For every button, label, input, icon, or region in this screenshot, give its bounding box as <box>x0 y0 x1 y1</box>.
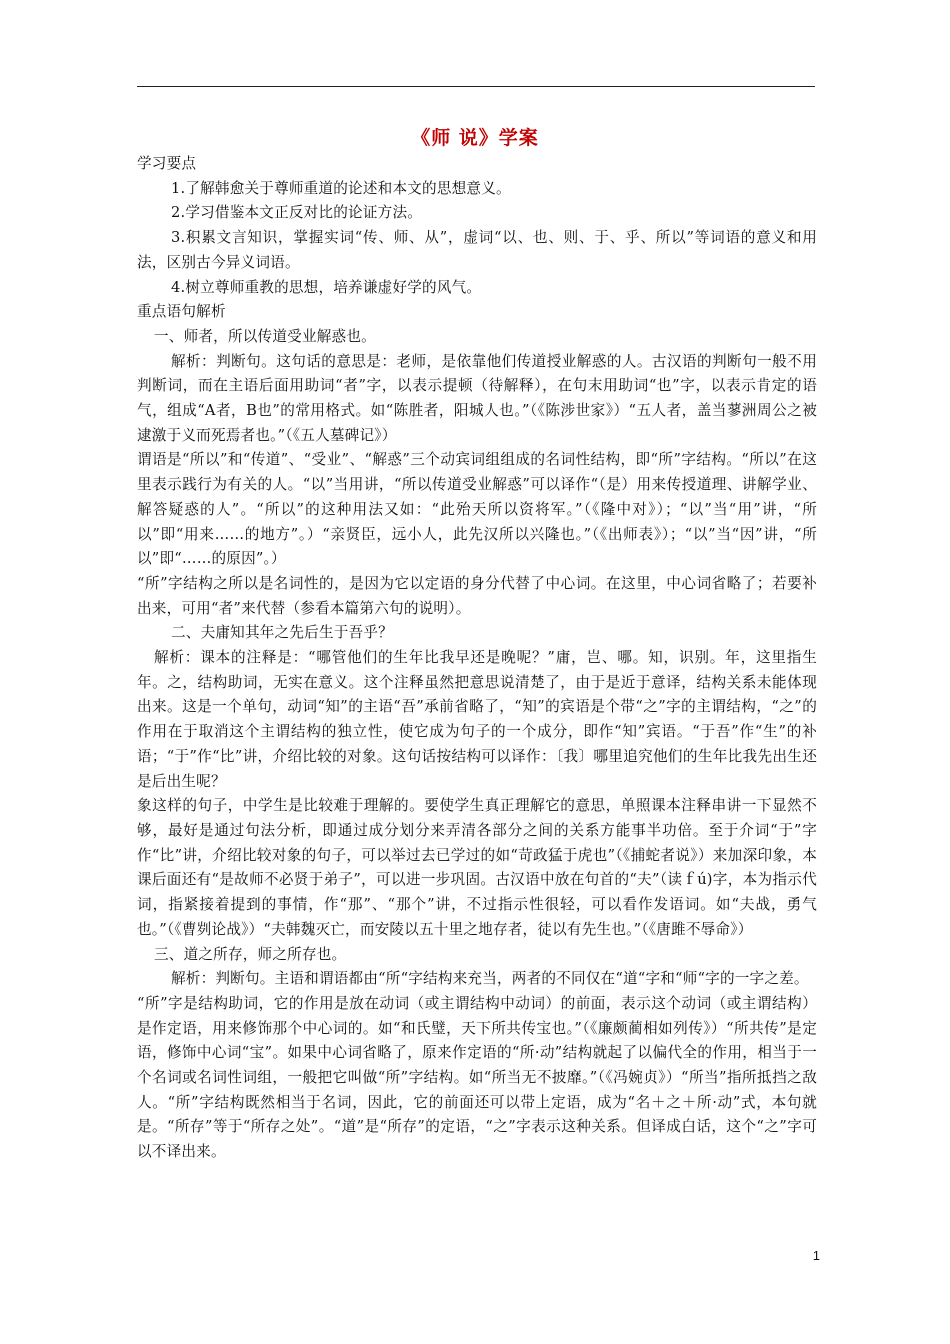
paragraph: 谓语是“所以”和“传道”、“受业”、“解惑”三个动宾词组组成的名词性结构，即“所”字结构。“所以”在这里表示践行为有关的人。“以”当用讲，“所以传道受业解惑”可以译作“（是）用来传授道理、讲解学业、解答疑惑的人”。“所以”的这种用法又如：“此殆天所以资将军。”（《隆中对》）；“以”当“用”讲，“所以”即“用来……的地方”。）“亲贤臣，远小人，此先汉所以兴隆也。”（《出师表》）；“以”当“因”讲，“所以”即“……的原因”。） <box>137 451 817 568</box>
point-item: 2.学习借鉴本文正反对比的论证方法。 <box>171 204 423 222</box>
section-title: 二、夫庸知其年之先后生于吾乎？ <box>171 624 393 642</box>
paragraph: 解析：判断句。主语和谓语都由“所“字结构来充当，两者的不同仅在“道“字和“师“字的一字之差。 <box>171 970 809 988</box>
paragraph: 象这样的句子，中学生是比较难于理解的。要使学生真正理解它的意思，单照课本注释串讲一下显然不够，最好是通过句法分析，即通过成分划分来弄清各部分之间的关系方能事半功倍。至于介词“于”字作“比”讲，介绍比较对象的句子，可以举过去已学过的如“苛政猛于虎也”（《捕蛇者说》）来加深印象，本课后面还有“是故师不必贤于弟子”，可以进一步巩固。古汉语中放在句首的“夫”（读ｆú)字，本为指示代词，指紧接着提到的事情，作“那”、“那个”讲，不过指示性很轻，可以看作发语词。如“夫战，勇气也。”（《曹刿论战》）“夫韩魏灭亡，而安陵以五十里之地存者，徒以有先生也。”（《唐雎不辱命》） <box>137 797 817 938</box>
section-title: 一、师者，所以传道受业解惑也。 <box>154 327 376 345</box>
document-body <box>137 152 817 1165</box>
document-title: 《师 说》学案 <box>411 127 539 149</box>
paragraph: 解析：判断句。这句话的意思是：老师，是依靠他们传道授业解惑的人。古汉语的判断句一般不用判断词，而在主语后面用助词“者”字，以表示提顿（待解释），在句末用助词“也”字，以表示肯定的语气，组成“A者，B也”的常用格式。如“陈胜者，阳城人也。”（《陈涉世家》）“五人者，盖当蓼洲周公之被逮激于义而死焉者也。”（《五人墓碑记》） <box>137 352 817 444</box>
section-title: 三、道之所存，师之所存也。 <box>154 945 347 963</box>
point-item: 1.了解韩愈关于尊师重道的论述和本文的思想意义。 <box>171 179 511 197</box>
page-number: 1 <box>812 1248 820 1263</box>
paragraph: “所”字是结构助词，它的作用是放在动词（或主谓结构中动词）的前面，表示这个动词（或主谓结构）是作定语，用来修饰那个中心词的。如“和氏璧，天下所共传宝也。”（《廉颇蔺相如列传》）“所共传”是定语，修饰中心词“宝”。如果中心词省略了，原来作定语的“所·动”结构就起了以偏代全的作用，相当于一个名词或名词性词组，一般把它叫做“所”字结构。如“所当无不披靡。”（《冯婉贞》）“所当”指所抵挡之敌人。“所”字结构既然相当于名词，因此，它的前面还可以带上定语，成为“名＋之＋所·动”式，本句就是。“所存”等于“所存之处”。“道”是“所存”的定语，“之”字表示这种关系。但译成白话，这个“之”字可以不译出来。 <box>137 994 817 1161</box>
points-heading: 学习要点 <box>137 155 197 172</box>
paragraph: “所”字结构之所以是名词性的，是因为它以定语的身分代替了中心词。在这里，中心词省略了；若要补出来，可用“者”来代替（参看本篇第六句的说明）。 <box>137 574 817 617</box>
header-rule <box>137 86 815 87</box>
analysis-heading: 重点语句解析 <box>137 303 226 321</box>
paragraph: 解析：课本的注释是：“哪管他们的生年比我早还是晚呢？”庸，岂、哪。知，识别。年，这里指生年。之，结构助词，无实在意义。这个注释虽然把意思说清楚了，由于是近于意译，结构关系未能体现出来。这是一个单句，动词“知”的主语“吾”承前省略了，“知”的宾语是个带“之”字的主谓结构，“之”的作用在于取消这个主谓结构的独立性，使它成为句子的一个成分，即作“知”宾语。“于吾”作“生”的补语；“于”作“比”讲，介绍比较的对象。这句话按结构可以译作：〔我〕哪里追究他们的生年比我先出生还是后出生呢？ <box>137 649 817 790</box>
point-item: 3.积累文言知识，掌握实词“传、师、从”，虚词“以、也、则、于、乎、所以”等词语的意义和用法，区别古今异义词语。 <box>137 229 817 271</box>
point-item: 4.树立尊师重教的思想，培养谦虚好学的风气。 <box>171 278 482 296</box>
